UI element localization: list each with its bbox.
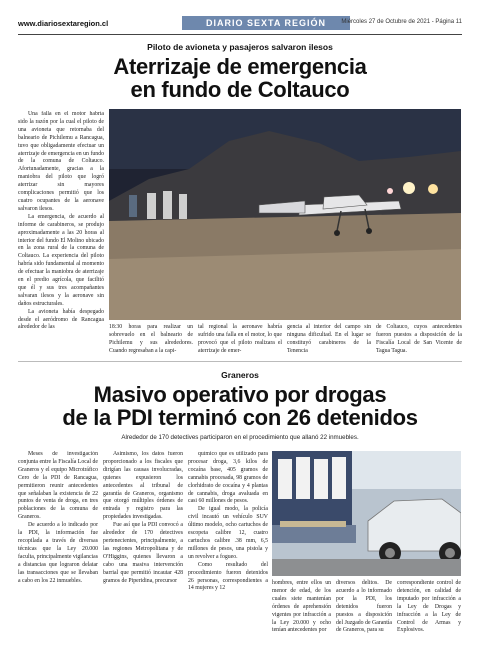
article2-paragraph: Como resultado del procedimiento fueron detenidos 26 personas, correspondientes a 14 mujeres y 12 <box>188 561 268 592</box>
article2-subhead: Alrededor de 170 detectives participaron en el procedimiento que allanó 22 inmuebles. <box>121 434 359 441</box>
article2-kicker: Graneros <box>221 370 259 380</box>
article2-paragraph: químico que es utilizado para procesar droga, 3,6 kilos de cocaína base, 405 gramos de cannabis procesada, 98 gramos de clorhidrato de cocaína y 4 plantas de cannabis, droga avaluada en casi 60 millones de pesos. <box>188 451 268 505</box>
article1-paragraph: Una falla en el motor habría sido la razón por la cual el piloto de una avioneta que retornaba del balneario de Pichilemu a Rancagua, tuvo que obligadamente efectuar un aterrizaje de emergencia en un fundo de la comuna de Coltauco. Afortunadamente, gracias a la maniobra del piloto que logró aterrizar sin mayores complicaciones permitió que los cuatro ocupantes de la aeronave salvaron ilesos. <box>18 111 104 212</box>
section-divider <box>18 361 462 362</box>
article2-paragraph: Fue así que la PDI convocó a alrededor de 170 detectives pertenecientes, principalmente, a las regiones Metropolitana y de O'Higgins, quienes llevaron a cabo una masiva intervención barrial que permitió incautar 428 gramos de Piperidina, precursor <box>103 522 183 584</box>
site-url[interactable]: www.diariosextaregion.cl <box>18 19 109 28</box>
article2-column-5: diversos delitos. De acuerdo a lo informado por la PDI, los detenidos fueron puestos a disposición del Juzgado de Garantía de Graneros, para su <box>336 580 392 634</box>
article2-paragraph: De igual modo, la policía civil incautó un vehículo SUV último modelo, ocho cartuchos de escopeta calibre 12, cuatro cartuchos calibre .38 mm, 6,5 millones de pesos, una pistola y un revolver a fogueo. <box>188 506 268 560</box>
article1-column-2: 18:30 horas para realizar un sobrevuelo en el balneario de Pichilemu y sus alrededores. Cuando regresaban a la capi- <box>109 324 193 354</box>
article1-paragraph: La avioneta había despegado desde el aeródromo de Rancagua alrededor de las <box>18 308 104 331</box>
page-header <box>18 16 462 34</box>
evidence-photo <box>272 451 461 576</box>
article2-headline-line2: de la PDI terminó con 26 detenidos <box>62 405 418 430</box>
article1-headline-line1: Aterrizaje de emergencia <box>113 54 367 79</box>
article1-column-1 <box>18 111 104 358</box>
article1-headline-line2: en fundo de Coltauco <box>130 77 350 102</box>
article2-headline-line1: Masivo operativo por drogas <box>93 382 387 407</box>
article2-paragraph: Meses de investigación conjunta entre la Fiscalía Local de Graneros y el equipo Microtráfico Cero de la PDI de Rancagua, permitieron reunir antecedentes que señalaban la existencia de 22 puntos de venta de droga, en tres poblaciones de la comuna de Graneros. <box>18 451 98 521</box>
paper-name: DIARIO SEXTA REGIÓN <box>205 18 326 28</box>
article1-column-4: gencia al interior del campo sin ninguna dificultad. En el lugar se constituyó carabineros de la Tenencia <box>287 324 371 354</box>
plane-photo <box>109 109 461 320</box>
article2-paragraph: De acuerdo a lo indicado por la PDI, la información fue recopilada a través de diversas técnicas que la Ley 20.000 faculta, principalmente vigilancias a distancias que lograron delatar las transacciones que se llevaban a cabo en los 22 inmuebles. <box>18 522 98 584</box>
article2-paragraph: Asimismo, los datos fueron proporcionado a los fiscales que dirigían las causas involucradas, quienes expusieron los antecedentes al tribunal de garantía de Graneros, organismo que otorgó múltiples órdenes de entrada y registro para las propiedades investigadas. <box>103 451 183 521</box>
article1-paragraph: La emergencia, de acuerdo al informe de carabineros, se produjo aproximadamente a las 20 horas al interior del fundo El Molino ubicado en la zona rural de la comuna de Coltauco. La experiencia del piloto habría sido fundamental al momento de efectuar la maniobra de aterrizaje en el predio agrícola, que facilitó que él y sus tres acompañantes salvaran ilesos y la aeronave sin daños estructurales. <box>18 213 104 307</box>
article2-column-1 <box>18 451 98 661</box>
paper-name-band <box>182 16 350 30</box>
article1-column-5: de Coltauco, cuyos antecedentes fueron puestos a disposición de la Fiscalía Local de San Vicente de Tagua Tagua. <box>376 324 462 354</box>
article1-column-3: tal regional la aeronave habría sufrido una falla en el motor, lo que provocó que el piloto realizara el aterrizaje de emer- <box>198 324 282 354</box>
issue-date: Miércoles 27 de Octubre de 2021 - Página 11 <box>341 19 462 25</box>
article2-column-6: correspondiente control de detención, en calidad de imputado por infracción a la Ley de Drogas y infracción a la Ley de Control de Armas y Explosivos. <box>397 580 461 634</box>
article2-column-4: hombres, entre ellos un menor de edad, de los cuales siete mantenían órdenes de aprehensión vigentes por infracción a la Ley 20.000 y ocho tenían antecedentes por <box>272 580 331 634</box>
header-divider <box>18 34 462 35</box>
article1-kicker: Piloto de avioneta y pasajeros salvaron ilesos <box>147 42 333 52</box>
article2-column-3 <box>188 451 268 661</box>
article2-column-2 <box>103 451 183 661</box>
